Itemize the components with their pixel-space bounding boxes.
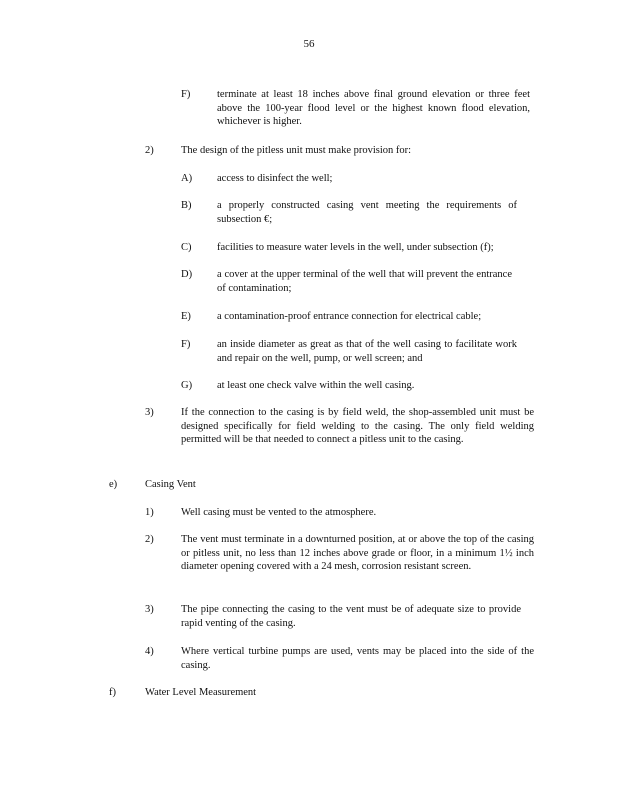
- subitem-text: an inside diameter as great as that of the well casing to facilitate work and repair on the well, pump, or well screen; and: [217, 339, 517, 364]
- section-heading: Water Level Measurement: [145, 687, 257, 698]
- section-heading: Casing Vent: [145, 479, 196, 490]
- item-label: 1): [145, 507, 154, 518]
- subitem-text: access to disinfect the well;: [217, 173, 333, 184]
- subitem-label: E): [181, 311, 191, 322]
- item-label: 2): [145, 534, 154, 545]
- subitem-label: F): [181, 339, 191, 350]
- item-label: 3): [145, 604, 154, 615]
- subitem-text: facilities to measure water levels in the well, under subsection (f);: [217, 242, 494, 253]
- item-text: Well casing must be vented to the atmosphere.: [181, 507, 377, 518]
- subitem-label: C): [181, 242, 192, 253]
- subitem-text: at least one check valve within the well casing.: [217, 380, 415, 391]
- subitem-text: a contamination-proof entrance connection for electrical cable;: [217, 311, 482, 322]
- item-label: F): [181, 89, 191, 100]
- item-label: 4): [145, 646, 154, 657]
- item-text: terminate at least 18 inches above final ground elevation or three feet above the 100-year flood level or the highest known flood elevation, whichever is higher.: [217, 89, 530, 127]
- item-text: Where vertical turbine pumps are used, vents may be placed into the side of the casing.: [181, 646, 534, 671]
- page-number: 56: [303, 38, 315, 50]
- item-label: 2): [145, 145, 154, 156]
- section-label: f): [109, 687, 116, 698]
- item-text: The vent must terminate in a downturned position, at or above the top of the casing or pitless unit, no less than 12 inches above grade or floor, in a minimum 1½ inch diameter opening covered with a 24 mesh, corrosion resistant screen.: [181, 534, 534, 572]
- item-label: 3): [145, 407, 154, 418]
- subitem-label: G): [181, 380, 193, 391]
- section-label: e): [109, 479, 118, 490]
- item-text: The design of the pitless unit must make provision for:: [181, 145, 412, 156]
- subitem-text: a properly constructed casing vent meeting the requirements of subsection €;: [217, 200, 517, 225]
- item-text: The pipe connecting the casing to the vent must be of adequate size to provide rapid venting of the casing.: [181, 604, 521, 629]
- subitem-label: A): [181, 173, 193, 184]
- subitem-label: D): [181, 269, 193, 280]
- subitem-text: a cover at the upper terminal of the well that will prevent the entrance of contamination;: [217, 269, 512, 294]
- subitem-label: B): [181, 200, 192, 211]
- item-text: If the connection to the casing is by field weld, the shop-assembled unit must be designed specifically for field welding to the casing. The only field welding permitted will be that needed to connect a pitless unit to the casing.: [181, 407, 534, 445]
